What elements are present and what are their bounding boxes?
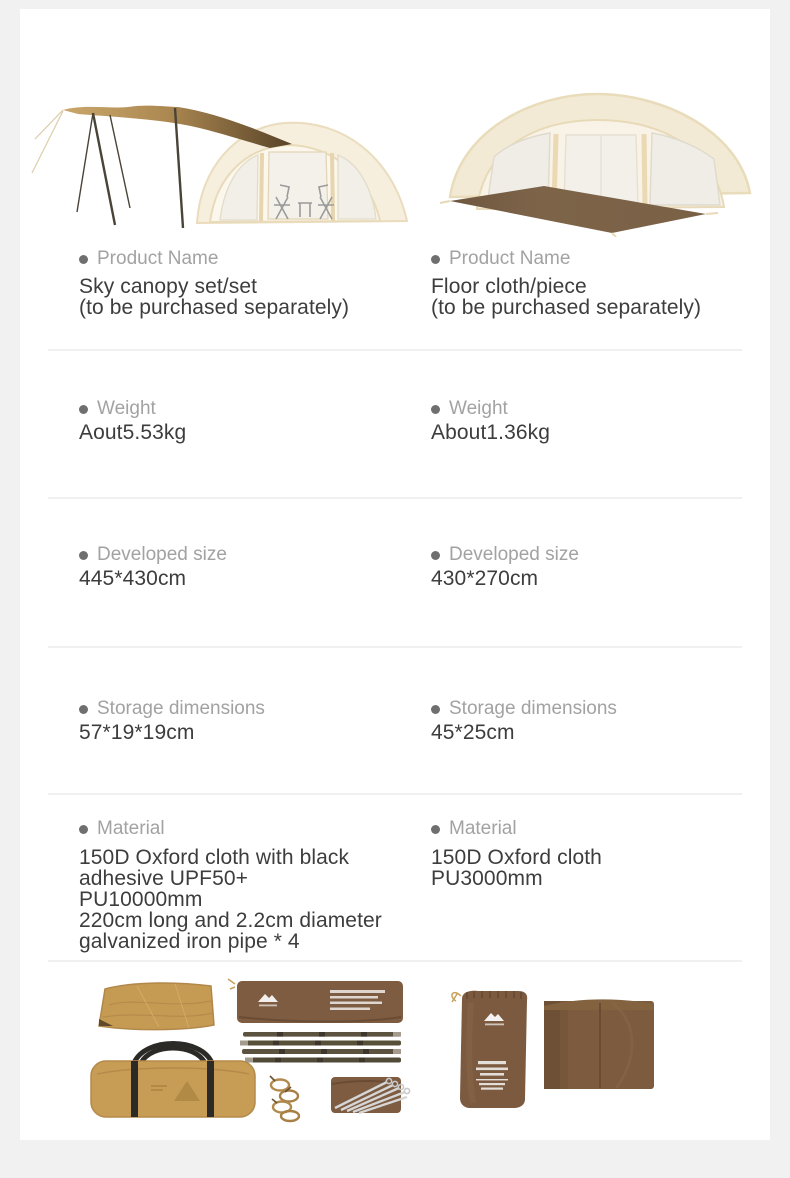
spec-value-line: (to be purchased separately): [431, 296, 702, 319]
spec-value-line: About1.36kg: [431, 421, 551, 444]
spec-value-line: 150D Oxford cloth with black: [79, 846, 350, 869]
spec-label-product-name-left: [79, 248, 218, 270]
spec-label-material-right: [431, 818, 517, 840]
bullet-icon: [79, 551, 88, 560]
spec-value-storage-dimensions-right: [431, 722, 515, 743]
spec-value-developed-size-left: [79, 568, 186, 589]
bullet-icon: [431, 825, 440, 834]
spec-value-line: 150D Oxford cloth: [431, 846, 602, 869]
spec-label-material-left: [79, 818, 165, 840]
spec-label-text: Material: [97, 818, 165, 839]
bullet-icon: [431, 705, 440, 714]
floor-cloth-tent-illustration: [432, 85, 764, 237]
spec-value-material-right: [431, 847, 602, 889]
divider: [48, 646, 742, 648]
faded-tent: [197, 123, 407, 223]
spec-label-text: Product Name: [449, 248, 571, 269]
spec-label-developed-size-left: [79, 544, 227, 566]
spec-value-line: galvanized iron pipe * 4: [79, 930, 300, 953]
bullet-icon: [79, 255, 88, 264]
content-card: [20, 9, 770, 1140]
spec-label-text: Weight: [97, 398, 156, 419]
spec-value-weight-right: [431, 422, 550, 443]
canopy-package-contents-illustration: [75, 975, 415, 1127]
spec-value-line: 445*430cm: [79, 567, 187, 590]
spec-label-text: Developed size: [97, 544, 227, 565]
spec-label-storage-dimensions-left: [79, 698, 265, 720]
bullet-icon: [431, 405, 440, 414]
spec-value-line: Sky canopy set/set: [79, 275, 258, 298]
floor-cloth-pouch: [452, 991, 527, 1108]
bullet-icon: [79, 825, 88, 834]
spec-value-line: PU3000mm: [431, 867, 543, 890]
bullet-icon: [431, 551, 440, 560]
folded-tent-poles: [240, 1032, 401, 1063]
guy-ropes-bundle: [270, 1076, 299, 1121]
spec-value-developed-size-right: [431, 568, 538, 589]
pole-storage-pouch: [228, 979, 403, 1023]
folded-canopy-fabric: [99, 983, 214, 1030]
spec-value-line: 57*19*19cm: [79, 721, 195, 744]
spec-label-weight-left: [79, 398, 156, 420]
spec-value-product-name-left: [79, 276, 349, 318]
canopy-poles: [77, 108, 183, 228]
floor-cloth-package-contents-illustration: [440, 983, 670, 1118]
spec-label-developed-size-right: [431, 544, 579, 566]
stakes-pouch: [331, 1077, 410, 1113]
folded-floor-cloth: [544, 999, 654, 1089]
spec-value-storage-dimensions-left: [79, 722, 194, 743]
spec-value-line: PU10000mm: [79, 888, 203, 911]
divider: [48, 793, 742, 795]
spec-value-line: (to be purchased separately): [79, 296, 350, 319]
bullet-icon: [431, 255, 440, 264]
spec-value-weight-left: [79, 422, 186, 443]
sky-canopy-illustration: [30, 95, 420, 235]
divider: [48, 960, 742, 962]
bullet-icon: [79, 405, 88, 414]
spec-value-product-name-right: [431, 276, 701, 318]
spec-label-text: Storage dimensions: [97, 698, 265, 719]
spec-value-line: Aout5.53kg: [79, 421, 187, 444]
bullet-icon: [79, 705, 88, 714]
spec-label-text: Product Name: [97, 248, 219, 269]
spec-value-line: 430*270cm: [431, 567, 539, 590]
divider: [48, 497, 742, 499]
spec-value-line: adhesive UPF50+: [79, 867, 249, 890]
spec-value-material-left: [79, 847, 382, 952]
spec-label-text: Storage dimensions: [449, 698, 617, 719]
spec-value-line: Floor cloth/piece: [431, 275, 587, 298]
faded-tent: [450, 94, 750, 209]
spec-label-weight-right: [431, 398, 508, 420]
spec-value-line: 45*25cm: [431, 721, 515, 744]
spec-label-product-name-right: [431, 248, 570, 270]
divider: [48, 349, 742, 351]
spec-label-text: Developed size: [449, 544, 579, 565]
spec-label-text: Material: [449, 818, 517, 839]
spec-label-storage-dimensions-right: [431, 698, 617, 720]
spec-label-text: Weight: [449, 398, 508, 419]
spec-value-line: 220cm long and 2.2cm diameter: [79, 909, 382, 932]
carry-duffel-bag: [91, 1044, 255, 1118]
